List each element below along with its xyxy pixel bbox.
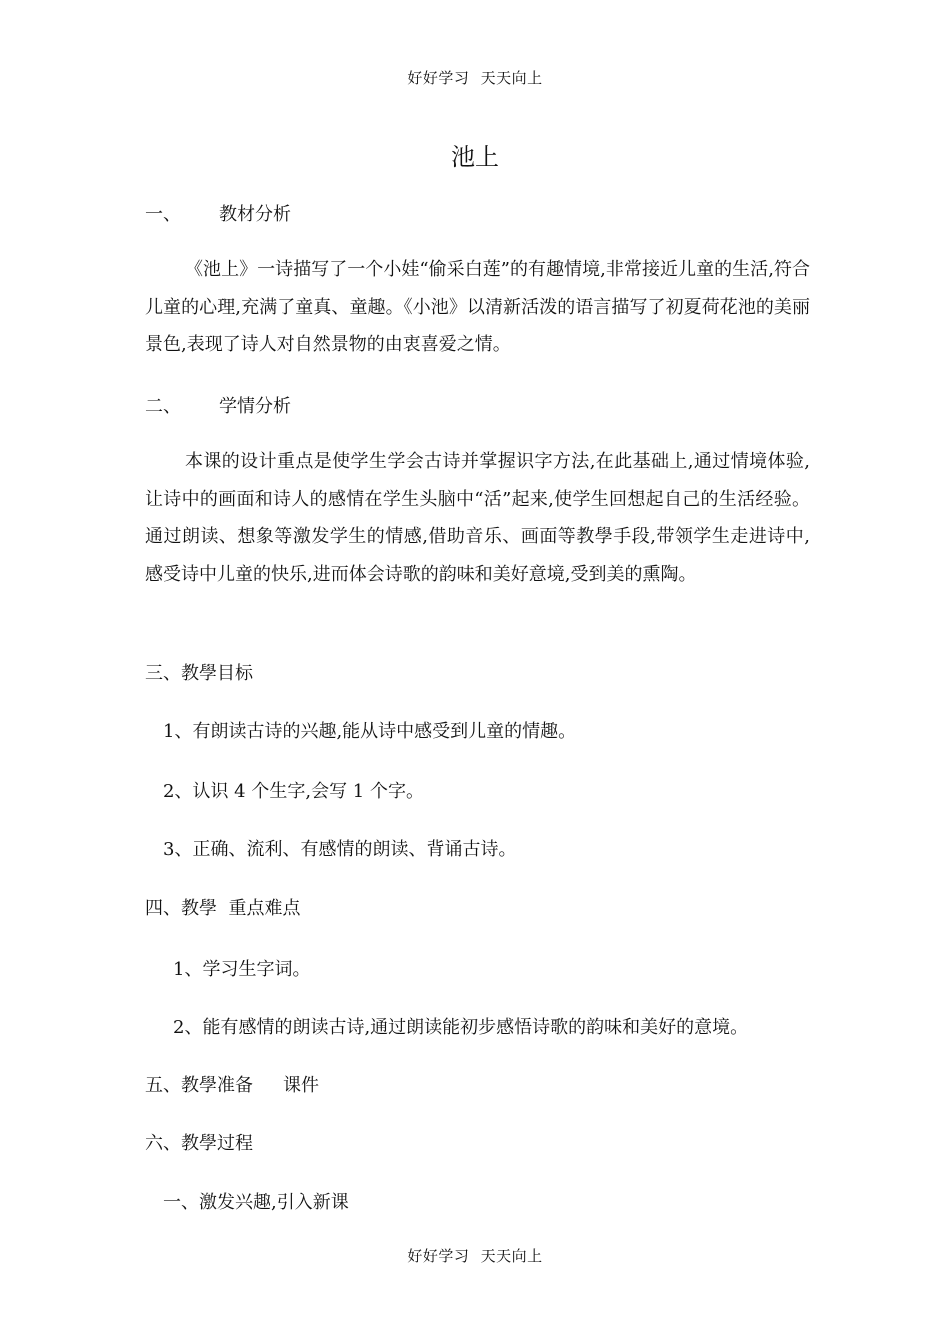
- section-value: 课件: [283, 1075, 319, 1096]
- goal-item-1: 1、有朗读古诗的兴趣,能从诗中感受到儿童的情趣。: [163, 721, 577, 742]
- section-heading-4: 四、教學 重点难点: [145, 898, 301, 919]
- paragraph-learner-analysis: 本课的设计重点是使学生学会古诗并掌握识字方法,在此基础上,通过情境体验,让诗中的画面和诗人的感情在学生头脑中“活”起来,使学生回想起自己的生活经验。通过朗读、想象等激发学生的情感,借助音乐、画面等教學手段,带领学生走进诗中,感受诗中儿童的快乐,进而体会诗歌的韵味和美好意境,受到美的熏陶。: [145, 451, 810, 585]
- section-label: 五、教學准备: [145, 1075, 253, 1096]
- page-header: 好好学习 天天向上: [407, 69, 543, 87]
- keypoint-item-1: 1、学习生字词。: [173, 959, 311, 980]
- section-number: 一、: [145, 204, 181, 225]
- keypoint-item-2: 2、能有感情的朗读古诗,通过朗读能初步感悟诗歌的韵味和美好的意境。: [173, 1017, 749, 1038]
- page-footer: 好好学习 天天向上: [407, 1247, 543, 1265]
- goal-item-2: 2、认识 4 个生字,会写 1 个字。: [163, 781, 424, 802]
- goal-item-3: 3、正确、流利、有感情的朗读、背诵古诗。: [163, 839, 517, 860]
- section-number: 二、: [145, 396, 181, 417]
- section-heading-2: [145, 392, 291, 418]
- section-heading-3: 三、教學目标: [145, 663, 253, 684]
- section-title: 学情分析: [219, 396, 291, 417]
- section-title: 教材分析: [219, 204, 291, 225]
- paragraph-textbook-analysis: 《池上》一诗描写了一个小娃“偷采白莲”的有趣情境,非常接近儿童的生活,符合儿童的心理,充满了童真、童趣。《小池》以清新活泼的语言描写了初夏荷花池的美丽景色,表现了诗人对自然景物的由衷喜爱之情。: [145, 259, 810, 355]
- process-step-1: 一、激发兴趣,引入新课: [163, 1192, 349, 1213]
- section-heading-5: [145, 1071, 319, 1097]
- section-heading-6: 六、教學过程: [145, 1133, 253, 1154]
- document-title: 池上: [451, 143, 499, 171]
- section-heading-1: [145, 200, 291, 226]
